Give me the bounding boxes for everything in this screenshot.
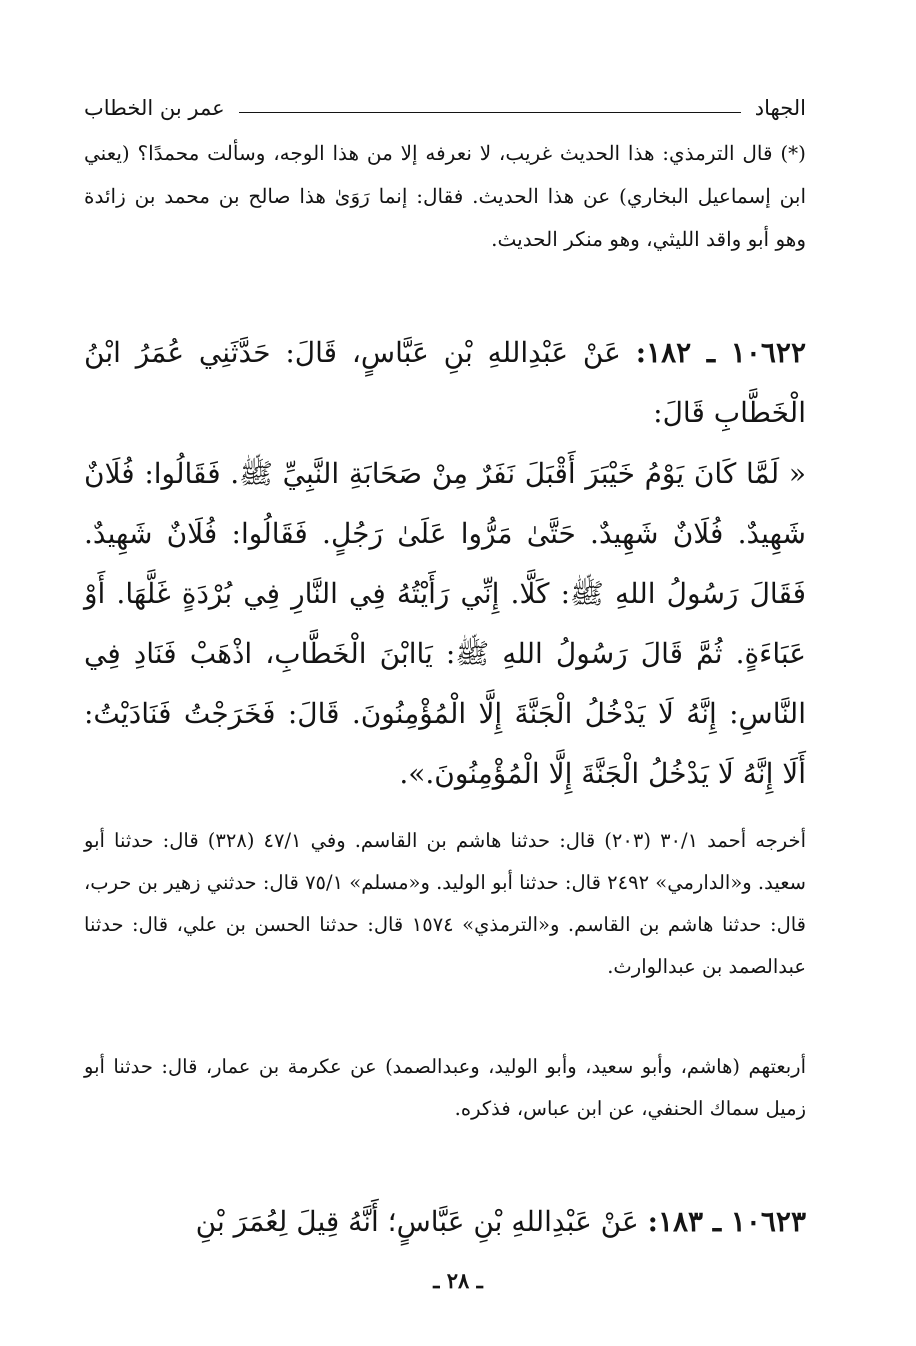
takhrij-sources xyxy=(84,820,806,988)
header-book-title: عمر بن الخطاب xyxy=(84,96,225,120)
running-header xyxy=(84,86,806,120)
page-number: ـ ٢٨ ـ xyxy=(433,1268,483,1293)
hadith-2-isnad: عَنْ عَبْدِاللهِ بْنِ عَبَّاسٍ؛ أَنَّهُ قِيلَ لِعُمَرَ بْنِ xyxy=(195,1205,639,1238)
header-section-title: الجهاد xyxy=(754,96,806,120)
takhrij-sources-text: أخرجه أحمد ٣٠/١ (٢٠٣) قال: حدثنا هاشم بن القاسم. وفي ٤٧/١ (٣٢٨) قال: حدثنا أبو سعيد. و«الدارمي» ٢٤٩٢ قال: حدثنا أبو الوليد. و«مسلم» ٧٥/١ قال: حدثني زهير بن حرب، قال: حدثنا هاشم بن القاسم. و«الترمذي» ١٥٧٤ قال: حدثنا الحسن بن علي، قال: حدثنا عبدالصمد بن عبدالوارث. xyxy=(84,829,806,978)
footnote-block xyxy=(84,132,806,261)
takhrij-narrators-text: أربعتهم (هاشم، وأبو سعيد، وأبو الوليد، وعبدالصمد) عن عكرمة بن عمار، قال: حدثنا أبو زميل سماك الحنفي، عن ابن عباس، فذكره. xyxy=(84,1055,806,1120)
hadith-1-heading xyxy=(84,323,806,443)
hadith-1-number: ١٠٦٢٢ ـ ١٨٢: xyxy=(635,336,806,369)
footnote-text: (*) قال الترمذي: هذا الحديث غريب، لا نعرفه إلا من هذا الوجه، وسألت محمدًا؟ (يعني ابن إسماعيل البخاري) عن هذا الحديث. فقال: إنما رَوَىٰ هذا صالح بن محمد بن زائدة وهو أبو واقد الليثي، وهو منكر الحديث. xyxy=(84,141,806,251)
header-rule xyxy=(239,112,741,113)
takhrij-narrators xyxy=(84,1046,806,1130)
hadith-2-number: ١٠٦٢٣ ـ ١٨٣: xyxy=(647,1205,806,1238)
hadith-2-heading xyxy=(84,1192,806,1252)
hadith-1-isnad: عَنْ عَبْدِاللهِ بْنِ عَبَّاسٍ، قَالَ: حَدَّثَنِي عُمَرُ ابْنُ الْخَطَّابِ قَالَ: xyxy=(84,336,806,429)
hadith-1-body xyxy=(84,444,806,804)
hadith-1-matn: « لَمَّا كَانَ يَوْمُ خَيْبَرَ أَقْبَلَ نَفَرٌ مِنْ صَحَابَةِ النَّبِيِّ ﷺ. فَقَالُوا: فُلَانٌ شَهِيدٌ. فُلَانٌ شَهِيدٌ. حَتَّىٰ مَرُّوا عَلَىٰ رَجُلٍ. فَقَالُوا: فُلَانٌ شَهِيدٌ. فَقَالَ رَسُولُ اللهِ ﷺ: كَلَّا. إِنِّي رَأَيْتُهُ فِي النَّارِ فِي بُرْدَةٍ غَلَّهَا. أَوْ عَبَاءَةٍ. ثُمَّ قَالَ رَسُولُ اللهِ ﷺ: يَاابْنَ الْخَطَّابِ، اذْهَبْ فَنَادِ فِي النَّاسِ: إِنَّهُ لَا يَدْخُلُ الْجَنَّةَ إِلَّا الْمُؤْمِنُونَ. قَالَ: فَخَرَجْتُ فَنَادَيْتُ: أَلَا إِنَّهُ لَا يَدْخُلُ الْجَنَّةَ إِلَّا الْمُؤْمِنُونَ.». xyxy=(84,457,807,790)
